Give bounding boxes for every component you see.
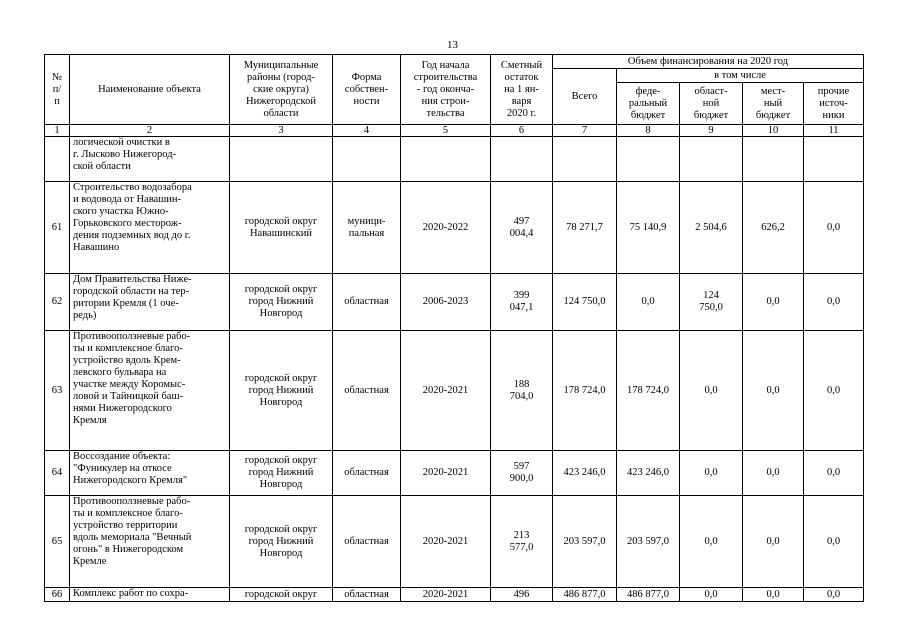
- cell-district: [230, 496, 333, 588]
- cell-federal: 75 140,9: [617, 182, 680, 274]
- header-line: ральный: [628, 97, 668, 109]
- header-line: ники: [822, 109, 845, 121]
- table-row: [45, 588, 864, 602]
- table-row: [45, 274, 864, 331]
- cell-name-line: ловой и Тайницкой баш-: [73, 391, 184, 402]
- cell-balance-line: 047,1: [509, 302, 534, 313]
- cell-name-line: ты и комплексное благо-: [73, 508, 183, 519]
- cell-name-line: Строительство водозабора: [73, 182, 192, 193]
- cell-district: [230, 451, 333, 496]
- table-row: [45, 331, 864, 451]
- cell-name: [70, 451, 230, 496]
- header-line: районы (город-: [247, 71, 315, 83]
- column-number: 9: [680, 125, 743, 137]
- header-line: Сметный: [500, 59, 543, 71]
- header-line: п/: [52, 83, 62, 95]
- header-line: мест-: [760, 85, 786, 97]
- cell-district: [230, 182, 333, 274]
- cell-name-line: г. Лысково Нижегород-: [73, 149, 177, 160]
- cell-local: 0,0: [743, 588, 804, 602]
- header-line: Муниципальные: [243, 59, 319, 71]
- cell-balance-line: 704,0: [509, 390, 534, 402]
- cell-name-line: городской области на тер-: [73, 286, 190, 297]
- cell-other: 0,0: [804, 274, 864, 331]
- cell-ownership-line: областная: [344, 296, 389, 307]
- cell-name-line: устройство вдоль Крем-: [73, 355, 181, 366]
- header-line: бюджет: [693, 109, 729, 121]
- table-row: [45, 451, 864, 496]
- header-line: собствен-: [344, 83, 389, 95]
- cell-name-line: ской области: [73, 161, 131, 172]
- cell-balance-line: 496: [513, 588, 530, 600]
- cell-name-line: нями Нижегородского: [73, 403, 172, 414]
- cell-district-line: город Нижний: [248, 384, 314, 396]
- table-row: [45, 182, 864, 274]
- cell-name: [70, 137, 230, 182]
- header-other: [804, 83, 864, 125]
- cell-district-line: Новгород: [259, 547, 303, 559]
- cell-balance: [491, 451, 553, 496]
- cell-regional: [680, 182, 743, 274]
- cell-name-line: Противооползневые рабо-: [73, 331, 191, 342]
- header-line: остаток: [504, 71, 539, 83]
- cell-balance: [491, 137, 553, 182]
- cell-name-line: и водовода от Навашин-: [73, 194, 181, 205]
- cell-district-line: Новгород: [259, 396, 303, 408]
- header-line: Форма: [351, 71, 382, 83]
- header-total: Всего: [553, 69, 617, 125]
- header-line: област-: [694, 85, 728, 97]
- cell-no: 61: [45, 182, 70, 274]
- cell-ownership: [333, 137, 401, 182]
- cell-balance-line: 577,0: [509, 541, 534, 553]
- cell-regional-line: 0,0: [704, 384, 718, 396]
- cell-local: 626,2: [743, 182, 804, 274]
- column-numbers-row: [45, 125, 864, 137]
- column-number: 10: [743, 125, 804, 137]
- cell-years: 2020-2021: [401, 588, 491, 602]
- cell-total: 486 877,0: [553, 588, 617, 602]
- cell-regional: [680, 496, 743, 588]
- column-number: 3: [230, 125, 333, 137]
- header-line: прочие: [817, 85, 850, 97]
- cell-regional-line: 0,0: [704, 467, 718, 478]
- cell-other: [804, 137, 864, 182]
- cell-name-line: Воссоздание объекта:: [73, 451, 171, 462]
- cell-name-line: ты и комплексное благо-: [73, 343, 183, 354]
- header-line: 2020 г.: [506, 107, 537, 119]
- header-line: Нижегородской: [246, 95, 316, 107]
- header-district: [230, 55, 333, 125]
- cell-name-line: Кремле: [73, 556, 107, 567]
- cell-regional: [680, 588, 743, 602]
- cell-name-line: Противооползневые рабо-: [73, 496, 191, 507]
- cell-name-line: участке между Коромыс-: [73, 379, 186, 390]
- cell-ownership: [333, 182, 401, 274]
- cell-district: [230, 274, 333, 331]
- cell-federal: 203 597,0: [617, 496, 680, 588]
- column-number: 2: [70, 125, 230, 137]
- header-line: ские округа): [253, 83, 309, 95]
- cell-name: [70, 331, 230, 451]
- cell-other: 0,0: [804, 588, 864, 602]
- cell-regional-line: 124: [703, 290, 719, 301]
- cell-regional: [680, 451, 743, 496]
- cell-name-line: ского участка Южно-: [73, 206, 169, 217]
- cell-regional-line: 0,0: [704, 535, 718, 547]
- header-line: ной: [702, 97, 720, 109]
- cell-ownership: [333, 274, 401, 331]
- cell-no: 65: [45, 496, 70, 588]
- cell-ownership-line: областная: [344, 467, 389, 478]
- cell-balance-line: 213: [513, 529, 530, 541]
- cell-balance: [491, 496, 553, 588]
- header-ownership: [333, 55, 401, 125]
- cell-years: [401, 137, 491, 182]
- cell-ownership-line: муници-: [347, 215, 386, 227]
- cell-total: 423 246,0: [553, 451, 617, 496]
- cell-local: 0,0: [743, 274, 804, 331]
- cell-name-line: Навашино: [73, 242, 120, 253]
- cell-name-line: дения подземных вод до г.: [73, 230, 191, 241]
- cell-total: 78 271,7: [553, 182, 617, 274]
- cell-other: 0,0: [804, 451, 864, 496]
- cell-local: [743, 137, 804, 182]
- cell-district-line: Навашинский: [249, 227, 313, 239]
- column-number: 6: [491, 125, 553, 137]
- cell-federal: 178 724,0: [617, 331, 680, 451]
- cell-regional: [680, 137, 743, 182]
- cell-balance-line: 004,4: [509, 227, 534, 239]
- cell-district-line: город Нижний: [248, 467, 314, 478]
- cell-name-line: Дом Правительства Ниже-: [73, 274, 192, 285]
- cell-federal: 486 877,0: [617, 588, 680, 602]
- header-regional: [680, 83, 743, 125]
- header-line: бюджет: [755, 109, 791, 121]
- cell-regional: [680, 274, 743, 331]
- cell-years: 2020-2022: [401, 182, 491, 274]
- cell-district-line: городской округ: [244, 372, 318, 384]
- cell-balance: [491, 274, 553, 331]
- cell-total: 178 724,0: [553, 331, 617, 451]
- cell-district-line: городской округ: [244, 284, 318, 295]
- objects-funding-table: [44, 54, 864, 602]
- cell-ownership-line: областная: [344, 535, 389, 547]
- header-line: п: [54, 95, 60, 107]
- header-funding-group: Объем финансирования на 2020 год: [553, 55, 864, 69]
- column-number: 1: [45, 125, 70, 137]
- cell-federal: 423 246,0: [617, 451, 680, 496]
- cell-no: 63: [45, 331, 70, 451]
- cell-ownership-line: областная: [344, 384, 389, 396]
- cell-other: 0,0: [804, 331, 864, 451]
- cell-regional: [680, 331, 743, 451]
- cell-name-line: логической очистки в: [73, 137, 170, 148]
- header-years: [401, 55, 491, 125]
- header-name: Наименование объекта: [70, 55, 230, 125]
- cell-local: 0,0: [743, 496, 804, 588]
- column-number: 7: [553, 125, 617, 137]
- header-line: ности: [353, 95, 380, 107]
- cell-district-line: городской округ: [244, 523, 318, 535]
- cell-federal: 0,0: [617, 274, 680, 331]
- cell-name-line: ритории Кремля (1 оче-: [73, 298, 179, 309]
- header-line: №: [51, 71, 63, 83]
- cell-name-line: огонь" в Нижегородском: [73, 544, 184, 555]
- header-line: ный: [763, 97, 783, 109]
- page-number: 13: [447, 39, 458, 51]
- header-line: Год начала: [421, 59, 470, 71]
- cell-total: 203 597,0: [553, 496, 617, 588]
- column-number: 11: [804, 125, 864, 137]
- cell-name-line: Кремля: [73, 415, 107, 426]
- cell-name: [70, 588, 230, 602]
- cell-name: [70, 182, 230, 274]
- header-line: варя: [511, 95, 532, 107]
- cell-name-line: устройство территории: [73, 520, 178, 531]
- cell-name-line: левского бульвара на: [73, 367, 167, 378]
- header-line: строительства: [413, 71, 478, 83]
- header-line: феде-: [635, 85, 661, 97]
- cell-no: 66: [45, 588, 70, 602]
- header-line: - год оконча-: [416, 83, 475, 95]
- header-federal: [617, 83, 680, 125]
- header-line: источ-: [819, 97, 848, 109]
- cell-name-line: редь): [73, 310, 97, 321]
- cell-years: 2020-2021: [401, 496, 491, 588]
- cell-years: 2020-2021: [401, 331, 491, 451]
- cell-district-line: город Нижний: [248, 296, 314, 307]
- cell-ownership-line: пальная: [348, 227, 385, 239]
- cell-district-line: городской округ: [244, 588, 318, 600]
- cell-name: [70, 274, 230, 331]
- cell-name-line: "Фуникулер на откосе: [73, 463, 172, 474]
- cell-name: [70, 496, 230, 588]
- cell-ownership: [333, 451, 401, 496]
- cell-name-line: Нижегородского Кремля": [73, 475, 188, 486]
- cell-name-line: Комплекс работ по сохра-: [73, 588, 189, 599]
- cell-balance: [491, 331, 553, 451]
- header-line: на 1 ян-: [504, 83, 539, 95]
- header-no: [45, 55, 70, 125]
- cell-other: 0,0: [804, 182, 864, 274]
- cell-no: [45, 137, 70, 182]
- header-line: бюджет: [630, 109, 666, 121]
- cell-district: [230, 331, 333, 451]
- cell-balance-line: 900,0: [509, 473, 534, 484]
- cell-years: 2006-2023: [401, 274, 491, 331]
- table-row: [45, 496, 864, 588]
- header-balance: [491, 55, 553, 125]
- cell-balance-line: 399: [513, 290, 530, 301]
- header-line: тельства: [426, 107, 465, 119]
- cell-district: [230, 137, 333, 182]
- cell-balance-line: 188: [513, 378, 530, 390]
- cell-balance-line: 597: [513, 461, 530, 472]
- cell-district-line: городской округ: [244, 215, 318, 227]
- cell-ownership: [333, 331, 401, 451]
- column-number: 8: [617, 125, 680, 137]
- cell-ownership: [333, 588, 401, 602]
- header-local: [743, 83, 804, 125]
- cell-years: 2020-2021: [401, 451, 491, 496]
- cell-district: [230, 588, 333, 602]
- header-line: ния строи-: [421, 95, 470, 107]
- cell-name-line: вдоль мемориала "Вечный: [73, 532, 192, 543]
- cell-balance-line: 497: [513, 215, 530, 227]
- cell-name-line: Горьковского месторож-: [73, 218, 182, 229]
- cell-regional-line: 2 504,6: [695, 221, 727, 233]
- cell-balance: [491, 182, 553, 274]
- cell-no: 62: [45, 274, 70, 331]
- cell-local: 0,0: [743, 451, 804, 496]
- cell-total: 124 750,0: [553, 274, 617, 331]
- cell-regional-line: 0,0: [704, 588, 718, 600]
- cell-district-line: Новгород: [259, 308, 303, 319]
- cell-ownership: [333, 496, 401, 588]
- cell-local: 0,0: [743, 331, 804, 451]
- header-including: в том числе: [617, 69, 864, 83]
- cell-total: [553, 137, 617, 182]
- column-number: 5: [401, 125, 491, 137]
- column-number: 4: [333, 125, 401, 137]
- cell-district-line: Новгород: [259, 479, 303, 490]
- cell-federal: [617, 137, 680, 182]
- header-line: области: [263, 107, 299, 119]
- cell-no: 64: [45, 451, 70, 496]
- cell-balance: [491, 588, 553, 602]
- table-row: [45, 137, 864, 182]
- cell-district-line: городской округ: [244, 455, 318, 466]
- cell-other: 0,0: [804, 496, 864, 588]
- cell-district-line: город Нижний: [248, 535, 314, 547]
- cell-regional-line: 750,0: [699, 302, 723, 313]
- cell-ownership-line: областная: [344, 588, 389, 600]
